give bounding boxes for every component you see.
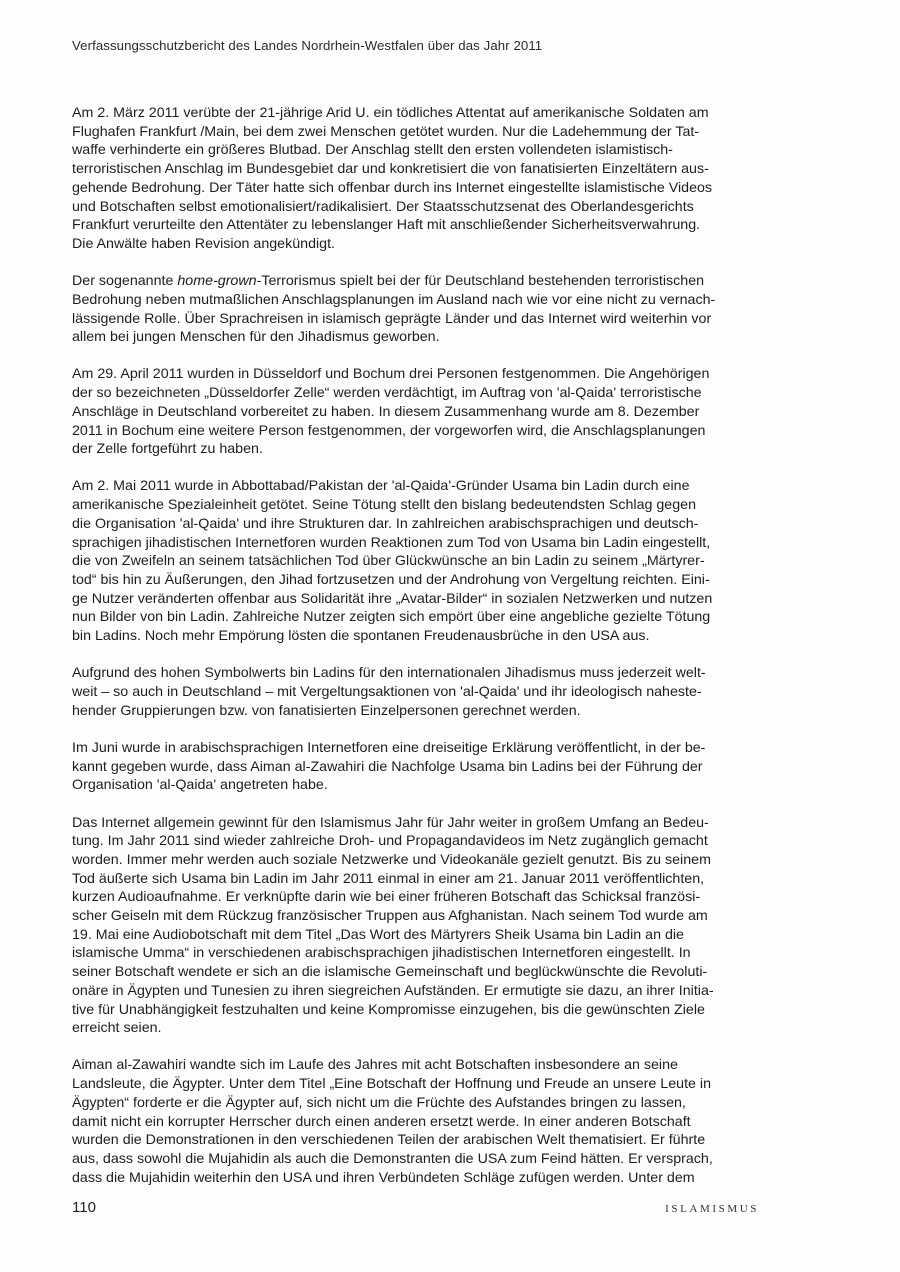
page-number: 110	[72, 1199, 96, 1216]
paragraph-internet-significance: Das Internet allgemein gewinnt für den Islamismus Jahr für Jahr weiter in großem Umfang an Bedeu- tung. Im Jahr 2011 sind wieder zahlreiche Droh- und Propagandavideos im Netz zugänglich gemacht worden. Immer mehr werden auch soziale Netzwerke und Videokanäle gezielt genutzt. Bis zu seinem Tod äußerte sich Usama bin Ladin im Jahr 2011 einmal in einer am 21. Januar 2011 veröffentlichten, kurzen Audioaufnahme. Er verknüpfte darin wie bei einer früheren Botschaft das Schicksal französi- scher Geiseln mit dem Rückzug französischer Truppen aus Afghanistan. Nach seinem Tod wurde am 19. Mai eine Audiobotschaft mit dem Titel „Das Wort des Märtyrers Sheik Usama bin Ladin an die islamische Umma“ in verschiedenen arabischsprachigen jihadistischen Internetforen eingestellt. In seiner Botschaft wendete er sich an die islamische Gemeinschaft und beglückwünschte die Revoluti- onäre in Ägypten und Tunesien zu ihren siegreichen Aufständen. Er ermutigte sie dazu, an ihrer Initia- tive für Unabhängigkeit festzuhalten und keine Kompromisse einzugehen, bis die gewünschten Ziele erreicht seien.	[72, 814, 714, 1037]
running-header: Verfassungsschutzbericht des Landes Nordrhein-Westfalen über das Jahr 2011	[72, 38, 543, 53]
section-label: ISLAMISMUS	[665, 1203, 759, 1215]
paragraph-symbolic-value: Aufgrund des hohen Symbolwerts bin Ladins für den internationalen Jihadismus muss jederzeit welt- weit – so auch in Deutschland – mit Vergeltungsaktionen von 'al-Qaida' und ihr ideologisch naheste- hender Gruppierungen bzw. von fanatisierten Einzelpersonen gerechnet werden.	[72, 665, 706, 719]
body-text	[72, 104, 760, 1206]
paragraph-attack-frankfurt: Am 2. März 2011 verübte der 21-jährige Arid U. ein tödliches Attentat auf amerikanische Soldaten am Flughafen Frankfurt /Main, bei dem zwei Menschen getötet wurden. Nur die Ladehemmung der Tat- waffe verhinderte ein größeres Blutbad. Der Anschlag stellt den ersten vollendeten islamistisch- terroristischen Anschlag im Bundesgebiet dar und konkretisiert die von fanatisierten Einzeltätern aus- gehende Bedrohung. Der Täter hatte sich offenbar durch ins Internet eingestellte islamistische Videos und Botschaften selbst emotionalisiert/radikalisiert. Der Staatsschutzsenat des Oberlandesgerichts Frankfurt verurteilte den Attentäter zu lebenslanger Haft mit anschließender Sicherheitsverwahrung. Die Anwälte haben Revision angekündigt.	[72, 105, 713, 252]
homegrown-rest: -Terrorismus spielt bei der für Deutschland bestehenden terroristischen Bedrohung neben mutmaßlichen Anschlagsplanungen im Ausland nach wie vor eine nicht zu vernach- lässigende Rolle. Über Sprachreisen in islamisch geprägte Länder und das Internet wird weiterhin vor allem bei jungen Menschen für den Jihadismus geworben.	[72, 273, 716, 346]
paragraph-zawahiri-messages: Aiman al-Zawahiri wandte sich im Laufe des Jahres mit acht Botschaften insbesondere an seine Landsleute, die Ägypter. Unter dem Titel „Eine Botschaft der Hoffnung und Freude an unsere Leute in Ägypten“ forderte er die Ägypter auf, sich nicht um die Früchte des Aufstandes bringen zu lassen, damit nicht ein korrupter Herrscher durch einen anderen ersetzt werde. In einer anderen Botschaft wurden die Demonstrationen in den verschiedenen Teilen der arabischen Welt thematisiert. Er führte aus, dass sowohl die Mujahidin als auch die Demonstranten die USA zum Feind hätten. Er versprach, dass die Mujahidin weiterhin den USA und ihren Verbündeten Schläge zufügen werden. Unter dem	[72, 1057, 713, 1186]
paragraph-homegrown-terrorism	[72, 272, 760, 347]
homegrown-lead: Der sogenannte	[72, 273, 178, 290]
homegrown-term: home-grown	[177, 273, 257, 290]
paragraph-duesseldorf-cell: Am 29. April 2011 wurden in Düsseldorf und Bochum drei Personen festgenommen. Die Angehörigen der so bezeichneten „Düsseldorfer Zelle“ werden verdächtigt, im Auftrag von 'al-Qaida' terroristische Anschläge in Deutschland vorbereitet zu haben. In diesem Zusammenhang wurde am 8. Dezember 2011 in Bochum eine weitere Person festgenommen, der vorgeworfen wird, die Anschlagsplanungen der Zelle fortgeführt zu haben.	[72, 366, 710, 458]
paragraph-zawahiri-succession: Im Juni wurde in arabischsprachigen Internetforen eine dreiseitige Erklärung veröffentlicht, in der be- kannt gegeben wurde, dass Aiman al-Zawahiri die Nachfolge Usama bin Ladins bei der Führung der Organisation 'al-Qaida' angetreten habe.	[72, 739, 706, 794]
paragraph-bin-ladin-death: Am 2. Mai 2011 wurde in Abbottabad/Pakistan der 'al-Qaida'-Gründer Usama bin Ladin durch eine amerikanische Spezialeinheit getötet. Seine Tötung stellt den bislang bedeutendsten Schlag gegen die Organisation 'al-Qaida' und ihre Strukturen dar. In zahlreichen arabischsprachigen und deutsch- sprachigen jihadistischen Internetforen wurden Reaktionen zum Tod von Usama bin Ladin eingestellt, die von Zweifeln an seinem tatsächlichen Tod über Glückwünsche an bin Ladin zu seinem „Märtyrer- tod“ bis hin zu Äußerungen, den Jihad fortzusetzen und der Androhung von Vergeltung reichten. Eini- ge Nutzer veränderten offenbar aus Solidarität ihre „Avatar-Bilder“ in sozialen Netzwerken und nutzen nun Bilder von bin Ladin. Zahlreiche Nutzer zeigten sich empört über eine angebliche gezielte Tötung bin Ladins. Noch mehr Empörung lösten die spontanen Freudenausbrüche in den USA aus.	[72, 478, 713, 645]
